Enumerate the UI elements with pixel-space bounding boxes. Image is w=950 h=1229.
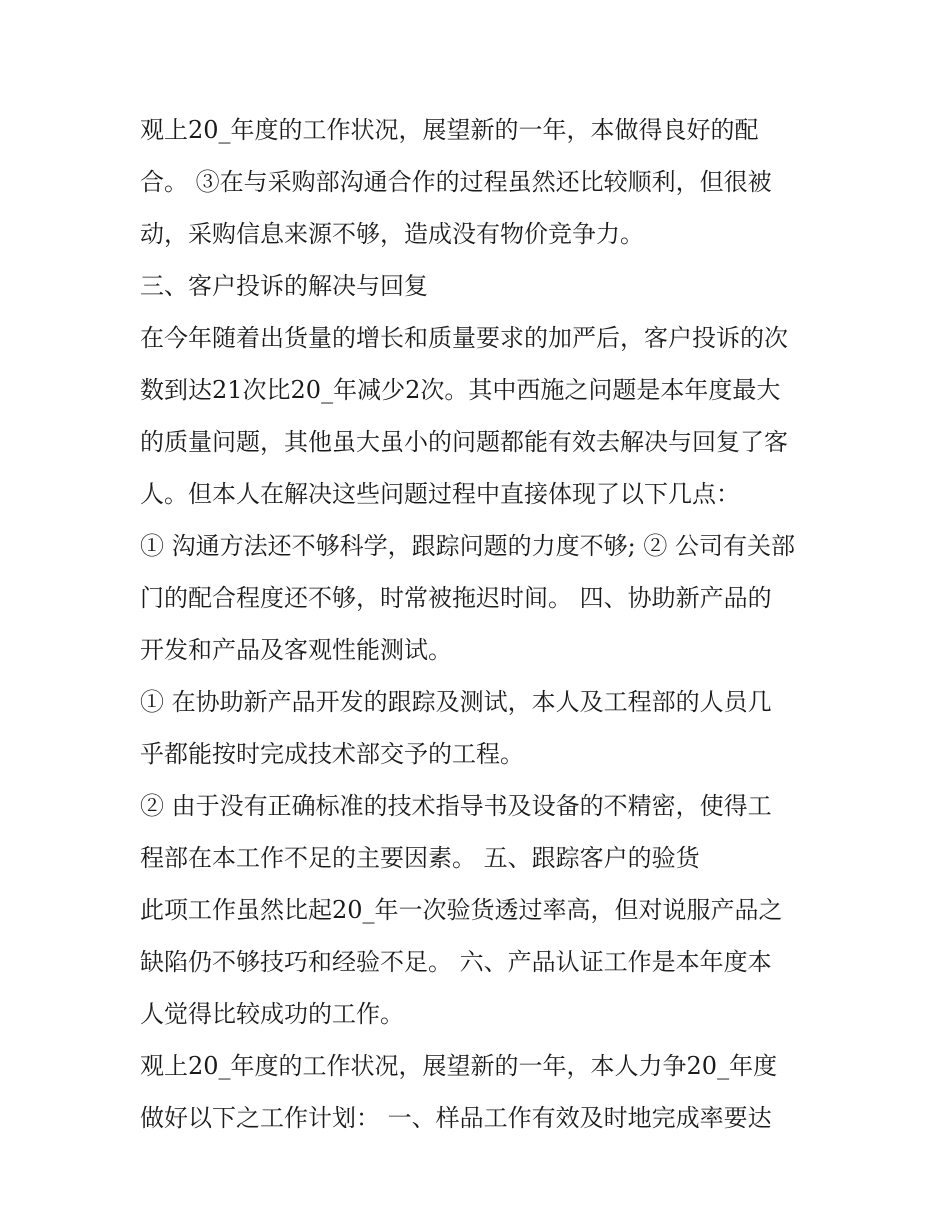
text-line: 门的配合程度还不够，时常被拖迟时间。 四、协助新产品的 (140, 584, 772, 612)
text-line: 人觉得比较成功的工作。 (140, 1000, 404, 1028)
text-line: 在今年随着出货量的增长和质量要求的加严后，客户投诉的次 (140, 324, 788, 352)
text-line: 数到达21次比20_年减少2次。其中西施之问题是本年度最大 (140, 376, 781, 404)
document-body (140, 104, 820, 1144)
text-line: 人。但本人在解决这些问题过程中直接体现了以下几点： (140, 480, 740, 508)
text-line: ① 在协助新产品开发的跟踪及测试，本人及工程部的人员几 (140, 688, 772, 716)
text-line: 观上20_年度的工作状况，展望新的一年，本做得良好的配 (140, 116, 759, 144)
section-heading: 三、客户投诉的解决与回复 (140, 272, 428, 300)
text-line: 乎都能按时完成技术部交予的工程。 (140, 740, 524, 768)
text-line: 开发和产品及客观性能测试。 (140, 636, 452, 664)
text-line: 观上20_年度的工作状况，展望新的一年，本人力争20_年度 (140, 1052, 778, 1080)
text-line: 程部在本工作不足的主要因素。 五、跟踪客户的验货 (140, 844, 700, 872)
text-line: ② 由于没有正确标准的技术指导书及设备的不精密，使得工 (140, 792, 772, 820)
text-line: 缺陷仍不够技巧和经验不足。 六、产品认证工作是本年度本 (140, 948, 772, 976)
text-line: ① 沟通方法还不够科学，跟踪问题的力度不够; ② 公司有关部 (140, 532, 795, 560)
text-line: 的质量问题，其他虽大虽小的问题都能有效去解决与回复了客 (140, 428, 788, 456)
text-line: 动，采购信息来源不够，造成没有物价竞争力。 (140, 220, 644, 248)
text-line: 此项工作虽然比起20_年一次验货透过率高，但对说服产品之 (140, 896, 783, 924)
text-line: 合。 ③在与采购部沟通合作的过程虽然还比较顺利，但很被 (140, 168, 772, 196)
text-line: 做好以下之工作计划： 一、样品工作有效及时地完成率要达 (140, 1104, 772, 1132)
